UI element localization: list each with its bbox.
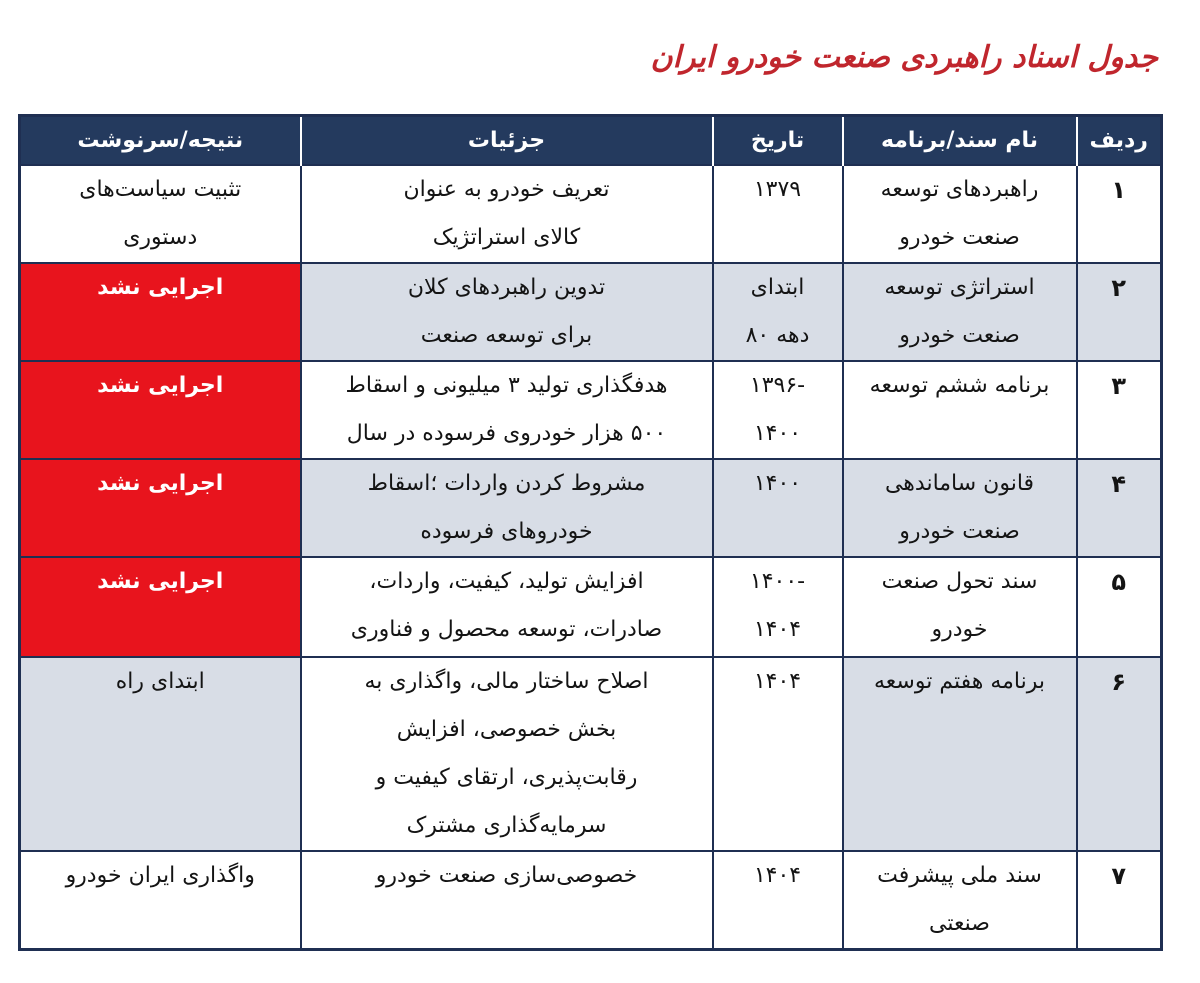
table-row	[20, 165, 1162, 263]
table-row	[20, 557, 1162, 657]
document-details: مشروط کردن واردات ؛اسقاط خودروهای فرسوده	[301, 459, 713, 557]
document-name: قانون ساماندهی صنعت خودرو	[843, 459, 1077, 557]
document-result-failed: اجرایی نشد	[20, 263, 301, 361]
document-details: تعریف خودرو به عنوان کالای استراتژیک	[301, 165, 713, 263]
document-result: واگذاری ایران خودرو	[20, 851, 301, 950]
header-document-name: نام سند/برنامه	[843, 116, 1077, 166]
document-name: برنامه ششم توسعه	[843, 361, 1077, 459]
document-name: استراتژی توسعه صنعت خودرو	[843, 263, 1077, 361]
document-date: ۱۴۰۴	[713, 851, 843, 950]
document-details: افزایش تولید، کیفیت، واردات، صادرات، توسعه محصول و فناوری	[301, 557, 713, 657]
document-date: ۱۳۷۹	[713, 165, 843, 263]
document-name: راهبردهای توسعه صنعت خودرو	[843, 165, 1077, 263]
document-name: سند ملی پیشرفت صنعتی	[843, 851, 1077, 950]
table-row	[20, 263, 1162, 361]
row-number: ۲	[1077, 263, 1162, 361]
header-date: تاریخ	[713, 116, 843, 166]
document-date: ابتدای دهه ۸۰	[713, 263, 843, 361]
document-name: برنامه هفتم توسعه	[843, 657, 1077, 851]
header-result: نتیجه/سرنوشت	[20, 116, 301, 166]
document-result-failed: اجرایی نشد	[20, 557, 301, 657]
document-date: -۱۴۰۰ ۱۴۰۴	[713, 557, 843, 657]
row-number: ۴	[1077, 459, 1162, 557]
table-row	[20, 851, 1162, 950]
document-result: ابتدای راه	[20, 657, 301, 851]
row-number: ۷	[1077, 851, 1162, 950]
header-row-number: ردیف	[1077, 116, 1162, 166]
document-date: ۱۴۰۰	[713, 459, 843, 557]
document-details: خصوصی‌سازی صنعت خودرو	[301, 851, 713, 950]
document-result-failed: اجرایی نشد	[20, 361, 301, 459]
document-details: هدفگذاری تولید ۳ میلیونی و اسقاط ۵۰۰ هزار خودروی فرسوده در سال	[301, 361, 713, 459]
document-date: -۱۳۹۶ ۱۴۰۰	[713, 361, 843, 459]
document-date: ۱۴۰۴	[713, 657, 843, 851]
row-number: ۳	[1077, 361, 1162, 459]
row-number: ۱	[1077, 165, 1162, 263]
document-result: تثبیت سیاست‌های دستوری	[20, 165, 301, 263]
document-details: اصلاح ساختار مالی، واگذاری به بخش خصوصی، افزایش رقابت‌پذیری، ارتقای کیفیت و سرمایه‌گذاری مشترک	[301, 657, 713, 851]
table-header-row	[20, 116, 1162, 166]
table-row	[20, 657, 1162, 851]
row-number: ۵	[1077, 557, 1162, 657]
header-details: جزئیات	[301, 116, 713, 166]
row-number: ۶	[1077, 657, 1162, 851]
document-details: تدوین راهبردهای کلان برای توسعه صنعت	[301, 263, 713, 361]
table-row	[20, 459, 1162, 557]
document-name: سند تحول صنعت خودرو	[843, 557, 1077, 657]
document-result-failed: اجرایی نشد	[20, 459, 301, 557]
table-row	[20, 361, 1162, 459]
strategy-documents-table	[18, 114, 1163, 951]
page-title: جدول اسناد راهبردی صنعت خودرو ایران	[650, 40, 1158, 75]
